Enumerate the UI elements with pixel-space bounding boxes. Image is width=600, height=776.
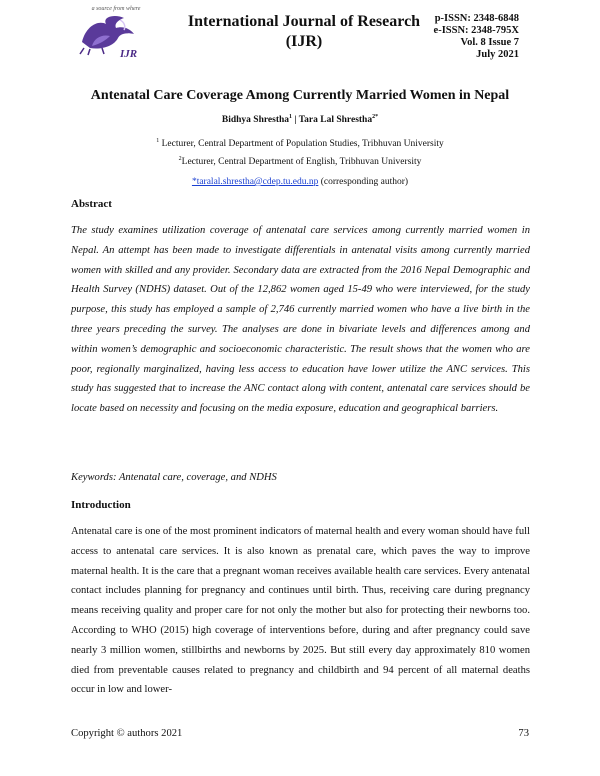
keywords: Keywords: Antenatal care, coverage, and NDHS bbox=[71, 472, 277, 483]
logo-tagline: a source from where bbox=[91, 6, 141, 12]
author-2: Tara Lal Shrestha bbox=[298, 115, 373, 125]
journal-name bbox=[186, 12, 422, 52]
e-issn: e-ISSN: 2348-795X bbox=[433, 25, 519, 36]
email-note: (corresponding author) bbox=[318, 177, 409, 187]
affiliation-1-sup: 1 bbox=[156, 137, 160, 144]
issn-block bbox=[434, 13, 519, 61]
author-1: Bidhya Shrestha bbox=[221, 115, 290, 125]
affiliation-2-text: Lecturer, Central Department of English, Tribhuvan University bbox=[181, 157, 422, 167]
journal-name-line2: (IJR) bbox=[285, 33, 323, 50]
logo-text: IJR bbox=[120, 48, 138, 60]
journal-name-line1: International Journal of Research bbox=[187, 13, 421, 30]
volume-issue: Vol. 8 Issue 7 bbox=[460, 37, 519, 48]
journal-logo bbox=[70, 6, 162, 64]
author-1-sup: 1 bbox=[289, 113, 293, 120]
introduction-text: Antenatal care is one of the most prominent indicators of maternal health and every woman should have full access to antenatal care services. It is also known as prenatal care, which paves the way to improve maternal health. It is the care that a pregnant woman receives available health care services. Every antenatal contact includes planning for pregnancy and continues until birth. Thus, receiving care during pregnancy means receiving quality and proper care for not only the mother but also for protecting their newborns too. According to WHO (2015) high coverage of interventions before, during and after pregnancy could save nearly 3 million women, stillbirths and newborns by 2025. But still every day approximately 810 women died from preventable causes related to pregnancy and childbirth and 94 percent of all maternal deaths occur in low and lower- bbox=[71, 526, 530, 696]
issue-date: July 2021 bbox=[476, 49, 519, 60]
affiliation-2-sup: 2 bbox=[178, 155, 182, 162]
abstract-text: The study examines utilization coverage of antenatal care services among currently married women in Nepal. An attempt has been made to investigate differentials in antenatal visits among currently married women with skilled and any provider. Secondary data are extracted from the 2016 Nepal Demographic and Health Survey (NDHS) dataset. Out of the 12,862 women aged 15-49 who were interviewed, for the study purpose, this study has employed a sample of 2,746 currently married women who have a live birth in the three years preceding the survey. The analyses are done in bivariate levels and differences among and within women’s demographic and socioeconomic characteristic. The result shows that the women who are poor, regionally marginalized, having less access to education have lower utilize the ANC services. This study has suggested that to increase the ANC contact along with content, antenatal care services should be locate based on necessity and focusing on the media exposure, education and geographical barriers. bbox=[71, 225, 530, 415]
corresponding-author bbox=[0, 177, 600, 187]
author-separator: | bbox=[292, 115, 299, 125]
paper-title: Antenatal Care Coverage Among Currently Married Women in Nepal bbox=[90, 88, 510, 103]
author-line bbox=[0, 115, 600, 125]
affiliation-2 bbox=[0, 157, 600, 167]
copyright: Copyright © authors 2021 bbox=[71, 728, 183, 739]
abstract-heading: Abstract bbox=[71, 198, 112, 210]
p-issn: p-ISSN: 2348-6848 bbox=[434, 13, 519, 24]
affiliation-1 bbox=[0, 139, 600, 149]
page-number: 73 bbox=[518, 728, 529, 739]
affiliation-1-text: Lecturer, Central Department of Population Studies, Tribhuvan University bbox=[159, 139, 444, 149]
author-2-sup: 2* bbox=[372, 113, 379, 120]
email-link[interactable]: *taralal.shrestha@cdep.tu.edu.np bbox=[191, 177, 319, 187]
introduction-heading: Introduction bbox=[71, 499, 131, 511]
